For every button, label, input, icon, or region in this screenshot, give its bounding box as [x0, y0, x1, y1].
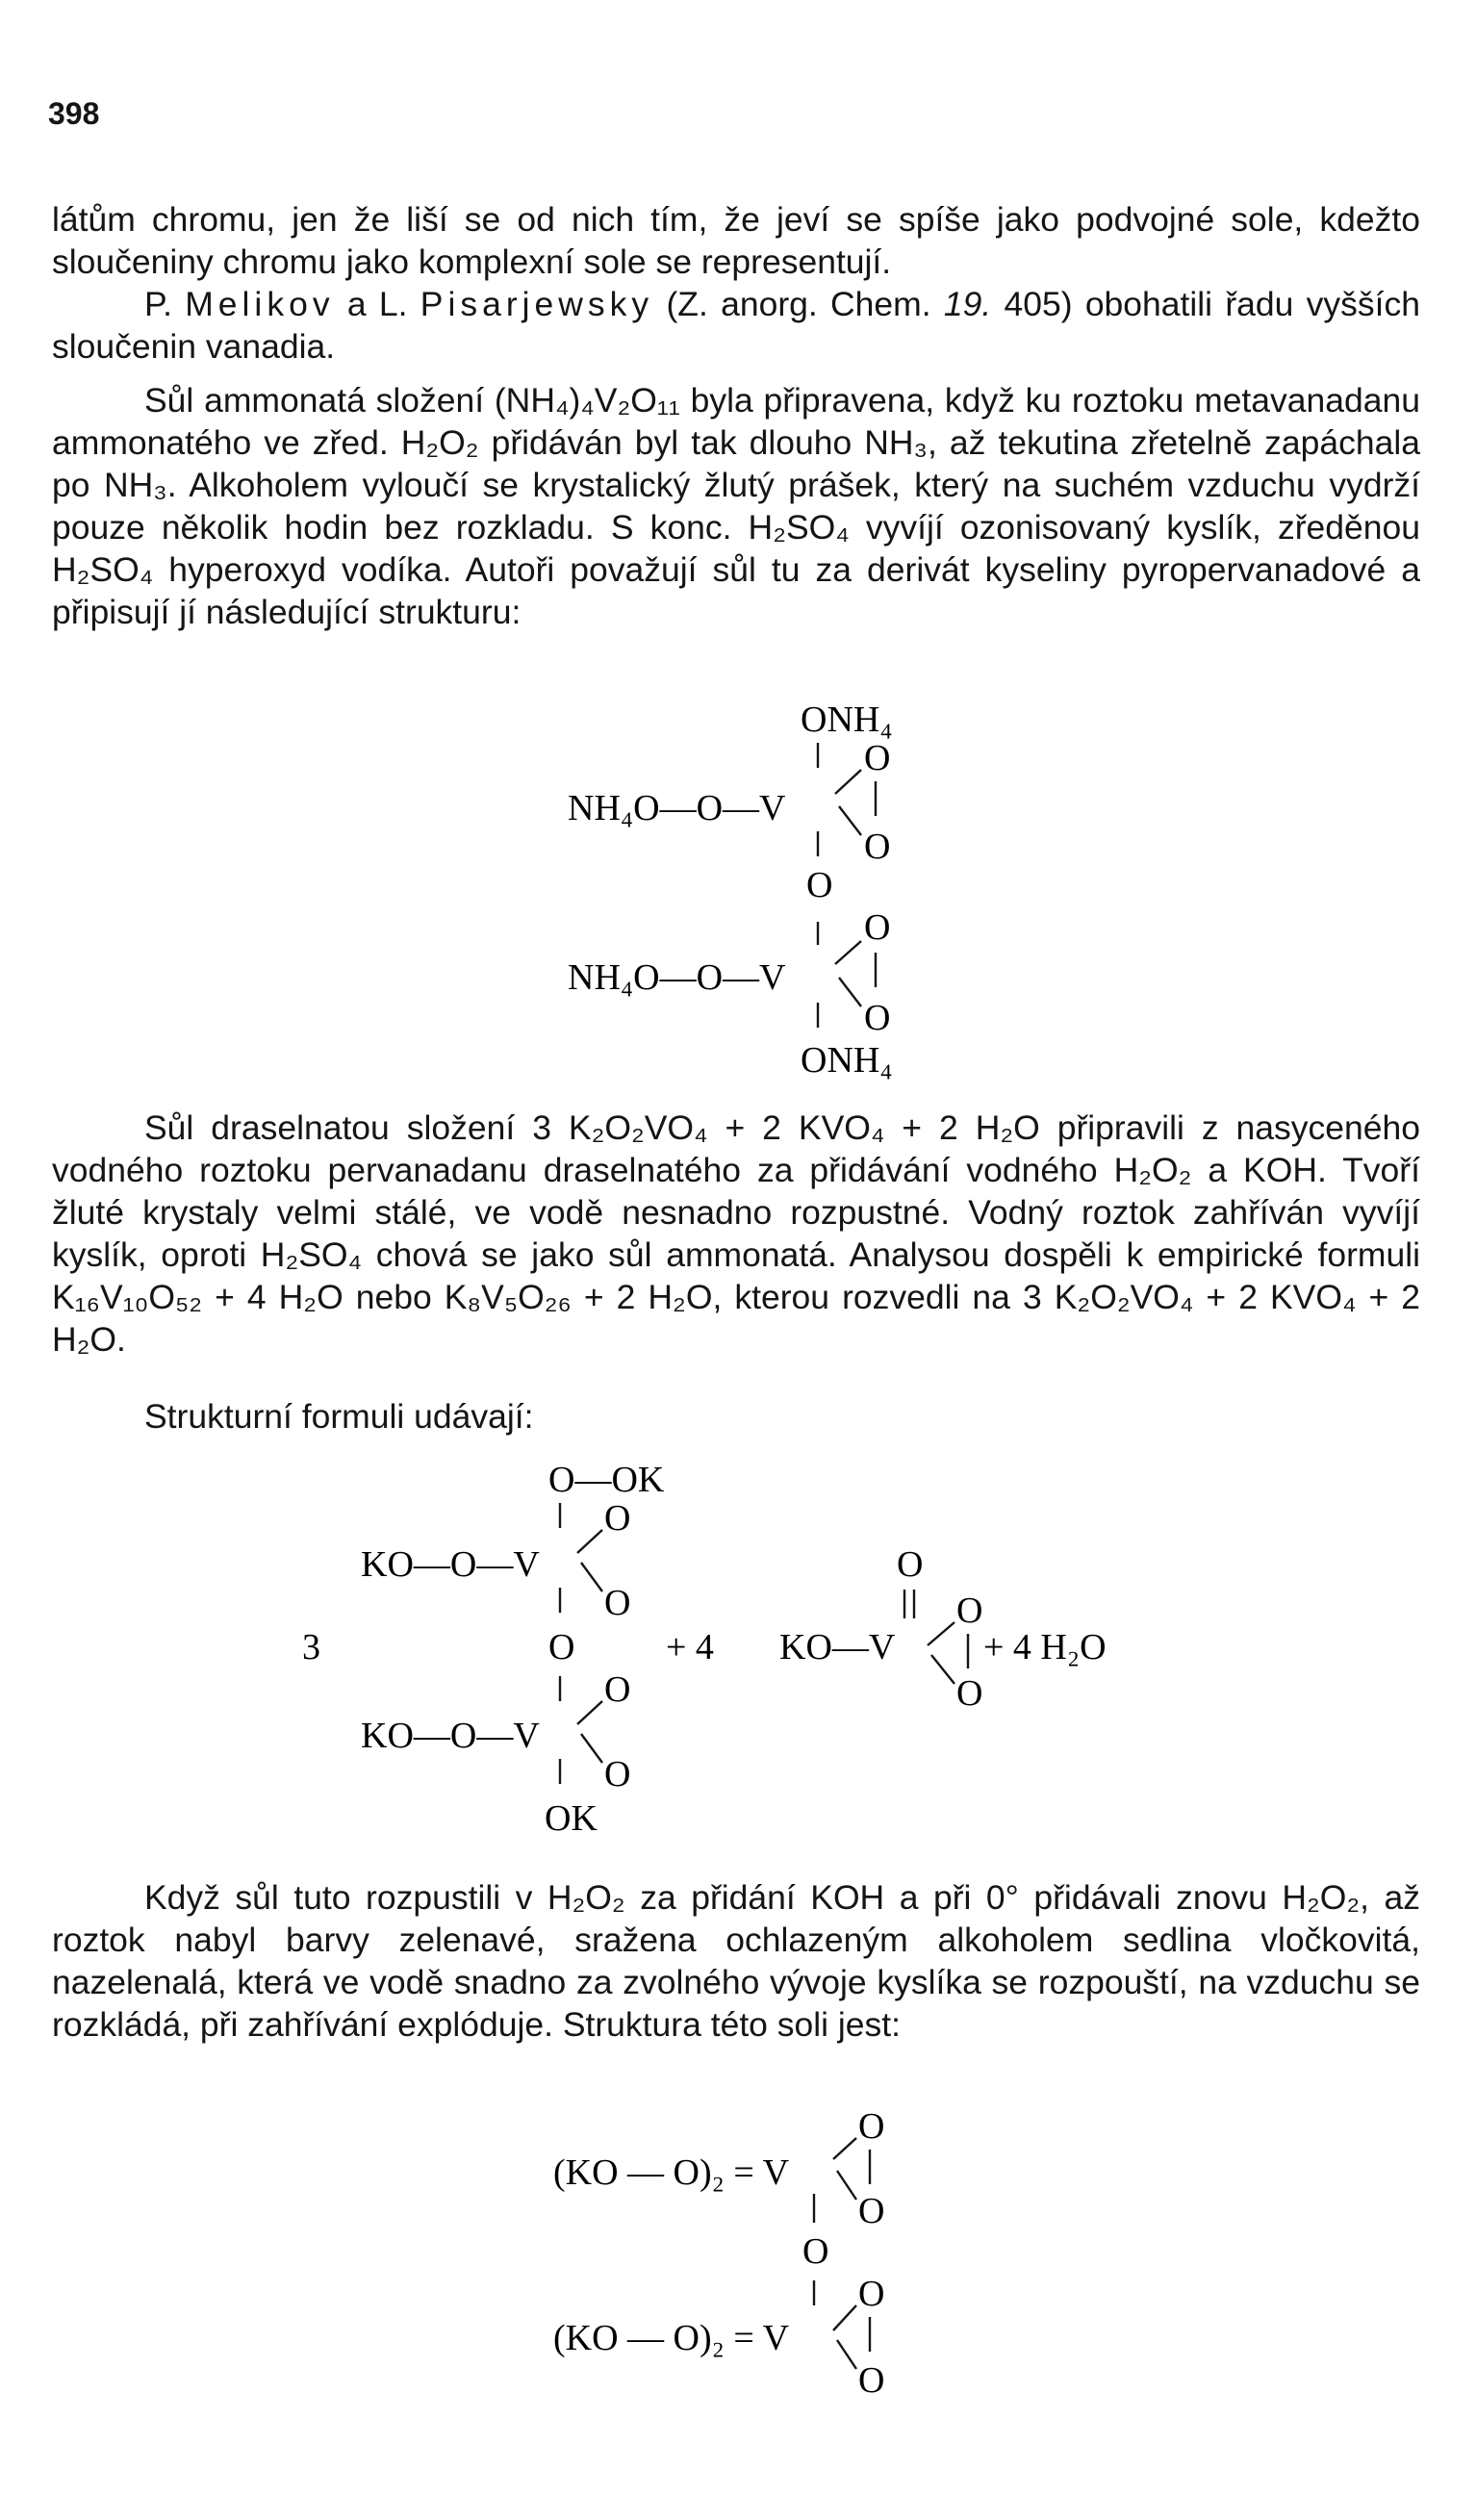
formula3-row1-left: (KO — O)₂ = V — [553, 2152, 790, 2193]
paragraph-5: Strukturní formuli udávají: — [144, 1397, 534, 1436]
formula-green-salt-structure — [539, 2088, 981, 2511]
formula2-o2: O — [604, 1583, 631, 1623]
formula2-right-o2: O — [956, 1673, 983, 1714]
formula3-row2-left: (KO — O)₂ = V — [553, 2318, 790, 2358]
formula2-o4: O — [604, 1754, 631, 1795]
formula2-bridge-o: O — [548, 1627, 575, 1667]
formula2-o3: O — [604, 1669, 631, 1710]
formula3-o1: O — [858, 2106, 885, 2147]
author-connector: a L. — [346, 285, 408, 323]
formula2-o1: O — [604, 1498, 631, 1539]
formula1-o1: O — [864, 738, 891, 778]
paragraph-2: P. Melikov a L. Pisarjewsky (Z. anorg. Chem. 19. 405) obohatili řadu vyšších sloučenin vanadia. — [52, 285, 1421, 366]
formula1-o4: O — [864, 998, 891, 1038]
formula2-plus2: + 4 H₂O — [983, 1627, 1107, 1667]
formula2-bottom-label: OK — [545, 1798, 598, 1839]
formula2-right-top-o: O — [897, 1544, 924, 1585]
formula2-right-o1: O — [956, 1591, 983, 1631]
paragraph-2-rest: 405) obohatili řadu vyšších sloučenin vanadia. — [52, 285, 1421, 366]
formula1-bridge-o: O — [806, 865, 833, 905]
formula2-plus1: + 4 — [666, 1627, 714, 1667]
formula-potassium-structure — [289, 1453, 1212, 1857]
paragraph-4: Sůl draselnatou složení 3 K₂O₂VO₄ + 2 KVO₄ + 2 H₂O připravili z nasyceného vodného roztoku pervanadanu draselnatého za přidávání vodného H₂O₂ a KOH. Tvoří žluté krystaly velmi stálé, ve vodě nesnadno rozpustné. Vodný roztok zahříván vyvíjí kyslík, oproti H₂SO₄ chová se jako sůl ammonatá. Analysou dospěli k empirické formuli K₁₆V₁₀O₅₂ + 4 H₂O nebo K₈V₅O₂₆ + 2 H₂O, kterou rozvedli na 3 K₂O₂VO₄ + 2 KVO₄ + 2 H₂O. — [52, 1108, 1420, 1359]
formula2-mid-left: KO—V — [779, 1627, 896, 1667]
formula2-top-label: O—OK — [548, 1460, 665, 1500]
formula2-row1-left: KO—O—V — [361, 1544, 540, 1585]
formula1-row1-left: NH₄O—O—V — [568, 788, 786, 828]
formula1-row2-left: NH₄O—O—V — [568, 957, 786, 998]
formula3-o2: O — [858, 2191, 885, 2231]
paragraph-1: látům chromu, jen že liší se od nich tím, že jeví se spíše jako podvojné sole, kdežto sloučeniny chromu jako komplexní sole se representují. — [52, 200, 1420, 281]
formula2-row2-left: KO—O—V — [361, 1716, 540, 1756]
formula3-o4: O — [858, 2360, 885, 2401]
paragraph-3 — [52, 379, 1420, 633]
formula1-top-label: ONH₄ — [801, 700, 893, 740]
page-number: 398 — [48, 96, 100, 131]
formula1-bottom-label: ONH₄ — [801, 1040, 893, 1081]
formula1-o3: O — [864, 907, 891, 948]
journal-reference: (Z. anorg. Chem. — [666, 285, 931, 323]
formula3-o3: O — [858, 2274, 885, 2314]
author-melikov: Melikov — [185, 285, 335, 323]
paragraph-3a: Sůl ammonatá složení (NH₄)₄V₂O₁₁ byla připravena, když ku roztoku metavanadanu ammonatého ve zřed. H₂O₂ přidáván byl tak dlouho NH₃, — [52, 381, 1420, 462]
author-pisarjewsky: Pisarjewsky — [420, 285, 654, 323]
paragraph-6: Když sůl tuto rozpustili v H₂O₂ za přidání KOH a při 0° přidávali znovu H₂O₂, až roztok nabyl barvy zelenavé, sražena ochlazeným alkoholem sedlina vločkovitá, nazelenalá, která ve vodě snadno za zvolného vývoje kyslíka se rozpouští, na vzduchu se rozkládá, při zahřívání explóduje. Struktura této soli jest: — [52, 1878, 1420, 2044]
formula-ammonium-structure — [539, 693, 981, 1107]
paragraph-3b: až tekutina zřetelně zapáchala po NH₃. Alkoholem vyloučí se krystalický žlutý prášek, který na suchém vzduchu vydrží pouze několik hodin bez rozkladu. S konc. H₂SO₄ vyvíjí ozonisovaný kyslík, zředěnou H₂SO₄ hyperoxyd vodíka. Autoři považují sůl tu za derivát kyseliny pyropervanadové a připisují jí následující strukturu: — [52, 423, 1420, 631]
journal-volume: 19. — [943, 285, 992, 323]
formula1-o2: O — [864, 827, 891, 867]
formula3-bridge-o: O — [802, 2231, 829, 2272]
formula2-coef: 3 — [302, 1627, 320, 1667]
